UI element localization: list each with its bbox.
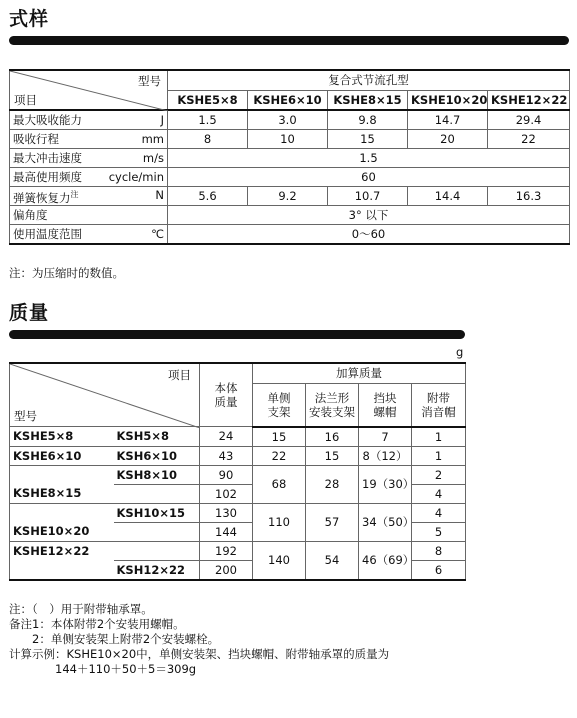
mass-model-b: KSH10×15 [114,503,200,522]
mass-cap-cell: 8 [412,541,466,560]
mass-single-header: 单侧 支架 [253,383,306,426]
spec-note: 注：为压缩时的数值。 [9,266,124,280]
mass-model-a: KSHE6×10 [10,446,114,465]
mass-cap-cell: 5 [412,522,466,541]
mass-model-a: KSHE5×8 [10,427,114,447]
mass-notes [9,602,389,677]
mass-model-a: KSHE10×20 [10,522,114,541]
mass-single-cell: 110 [253,503,306,541]
mass-note-line: 144＋110＋50＋5＝309g [9,662,197,676]
mass-cap-cell: 4 [412,484,466,503]
spec-row [10,168,570,187]
spec-cell: 3.0 [248,110,328,130]
mass-model-b: KSH8×10 [114,465,200,484]
spec-model-col: KSHE12×22 [488,90,570,110]
spec-model-col: KSHE6×10 [248,90,328,110]
spec-merged-cell: 3° 以下 [168,206,570,225]
spec-cell: 20 [408,130,488,149]
mass-title-bar [9,330,465,339]
mass-flange-cell: 28 [306,465,359,503]
mass-nut-cell: 34（50） [359,503,412,541]
mass-model-a [10,560,114,580]
spec-model-col: KSHE10×20 [408,90,488,110]
mass-body-header: 本体 质量 [200,363,253,427]
spec-model-col: KSHE5×8 [168,90,248,110]
mass-model-b: KSH6×10 [114,446,200,465]
mass-model-a: KSHE12×22 [10,541,114,560]
spec-row-label: 吸收行程 mm [10,130,168,149]
mass-flange-cell: 57 [306,503,359,541]
spec-model-col: KSHE8×15 [328,90,408,110]
spec-row-label: 最大吸收能力 J [10,110,168,130]
spec-row [10,130,570,149]
spec-row-label: 弹簧恢复力$^注$ N [10,187,168,206]
spec-cell: 5.6 [168,187,248,206]
mass-nut-cell: 7 [359,427,412,447]
mass-model-a [10,503,114,522]
mass-body-cell: 102 [200,484,253,503]
spec-cell: 29.4 [488,110,570,130]
mass-row [10,541,466,560]
spec-row-label: 最高使用频度 cycle/min [10,168,168,187]
mass-nut-cell: 19（30） [359,465,412,503]
mass-single-cell: 140 [253,541,306,580]
mass-unit: g [456,345,464,359]
spec-cell: 8 [168,130,248,149]
mass-nut-cell: 8（12） [359,446,412,465]
spec-title-bar [9,36,569,45]
mass-cap-cell: 6 [412,560,466,580]
mass-item-header: 项目 [168,368,191,382]
spec-row [10,206,570,225]
mass-note-line: 注：（ ）用于附带轴承罩。 [9,602,153,616]
mass-flange-header: 法兰形 安装支架 [306,383,359,426]
spec-row [10,149,570,168]
mass-flange-cell: 16 [306,427,359,447]
mass-flange-cell: 54 [306,541,359,580]
mass-corner-header [10,363,200,427]
mass-note-line: 备注1：本体附带2个安装用螺帽。 [9,617,185,631]
mass-note-line: 2：单侧安装架上附带2个安装螺栓。 [9,632,220,646]
mass-model-a [10,465,114,484]
spec-row-label: 最大冲击速度 m/s [10,149,168,168]
mass-single-cell: 68 [253,465,306,503]
mass-cap-cell: 4 [412,503,466,522]
spec-cell: 22 [488,130,570,149]
mass-model-b [114,541,200,560]
mass-single-cell: 22 [253,446,306,465]
spec-title: 式样 [9,8,50,30]
spec-merged-cell: 60 [168,168,570,187]
mass-model-a: KSHE8×15 [10,484,114,503]
mass-title: 质量 [9,302,50,324]
spec-group-header: 复合式节流孔型 [168,70,570,90]
spec-cell: 1.5 [168,110,248,130]
spec-row [10,225,570,245]
mass-single-cell: 15 [253,427,306,447]
spec-cell: 14.4 [408,187,488,206]
spec-merged-cell: 1.5 [168,149,570,168]
mass-body-cell: 200 [200,560,253,580]
spec-cell: 9.2 [248,187,328,206]
mass-model-header: 型号 [14,409,37,423]
mass-note-line: 计算示例：KSHE10×20中，单侧安装架、挡块螺帽、附带轴承罩的质量为 [9,647,390,661]
mass-table [9,362,466,581]
spec-table [9,69,570,245]
mass-body-cell: 90 [200,465,253,484]
spec-corner-header [10,70,168,110]
spec-cell: 10 [248,130,328,149]
spec-model-header: 型号 [138,74,161,88]
mass-cap-cell: 1 [412,446,466,465]
mass-cap-header: 附带 消音帽 [412,383,466,426]
mass-cap-cell: 2 [412,465,466,484]
mass-nut-cell: 46（69） [359,541,412,580]
spec-row-label: 使用温度范围 ℃ [10,225,168,245]
mass-cap-cell: 1 [412,427,466,447]
mass-model-b: KSH12×22 [114,560,200,580]
spec-cell: 16.3 [488,187,570,206]
mass-model-b [114,484,200,503]
mass-body-cell: 192 [200,541,253,560]
mass-row [10,465,466,484]
spec-row [10,187,570,206]
mass-body-cell: 130 [200,503,253,522]
mass-body-cell: 43 [200,446,253,465]
mass-row [10,446,466,465]
spec-row-label: 偏角度 [10,206,168,225]
mass-add-header: 加算质量 [253,363,466,383]
mass-row [10,427,466,447]
spec-merged-cell: 0～60 [168,225,570,245]
mass-nut-header: 挡块 螺帽 [359,383,412,426]
spec-row [10,110,570,130]
spec-item-header: 项目 [14,93,37,107]
mass-flange-cell: 15 [306,446,359,465]
mass-body-cell: 144 [200,522,253,541]
mass-body-cell: 24 [200,427,253,447]
mass-row [10,503,466,522]
spec-cell: 14.7 [408,110,488,130]
mass-model-b [114,522,200,541]
mass-model-b: KSH5×8 [114,427,200,447]
spec-cell: 10.7 [328,187,408,206]
spec-cell: 15 [328,130,408,149]
spec-cell: 9.8 [328,110,408,130]
